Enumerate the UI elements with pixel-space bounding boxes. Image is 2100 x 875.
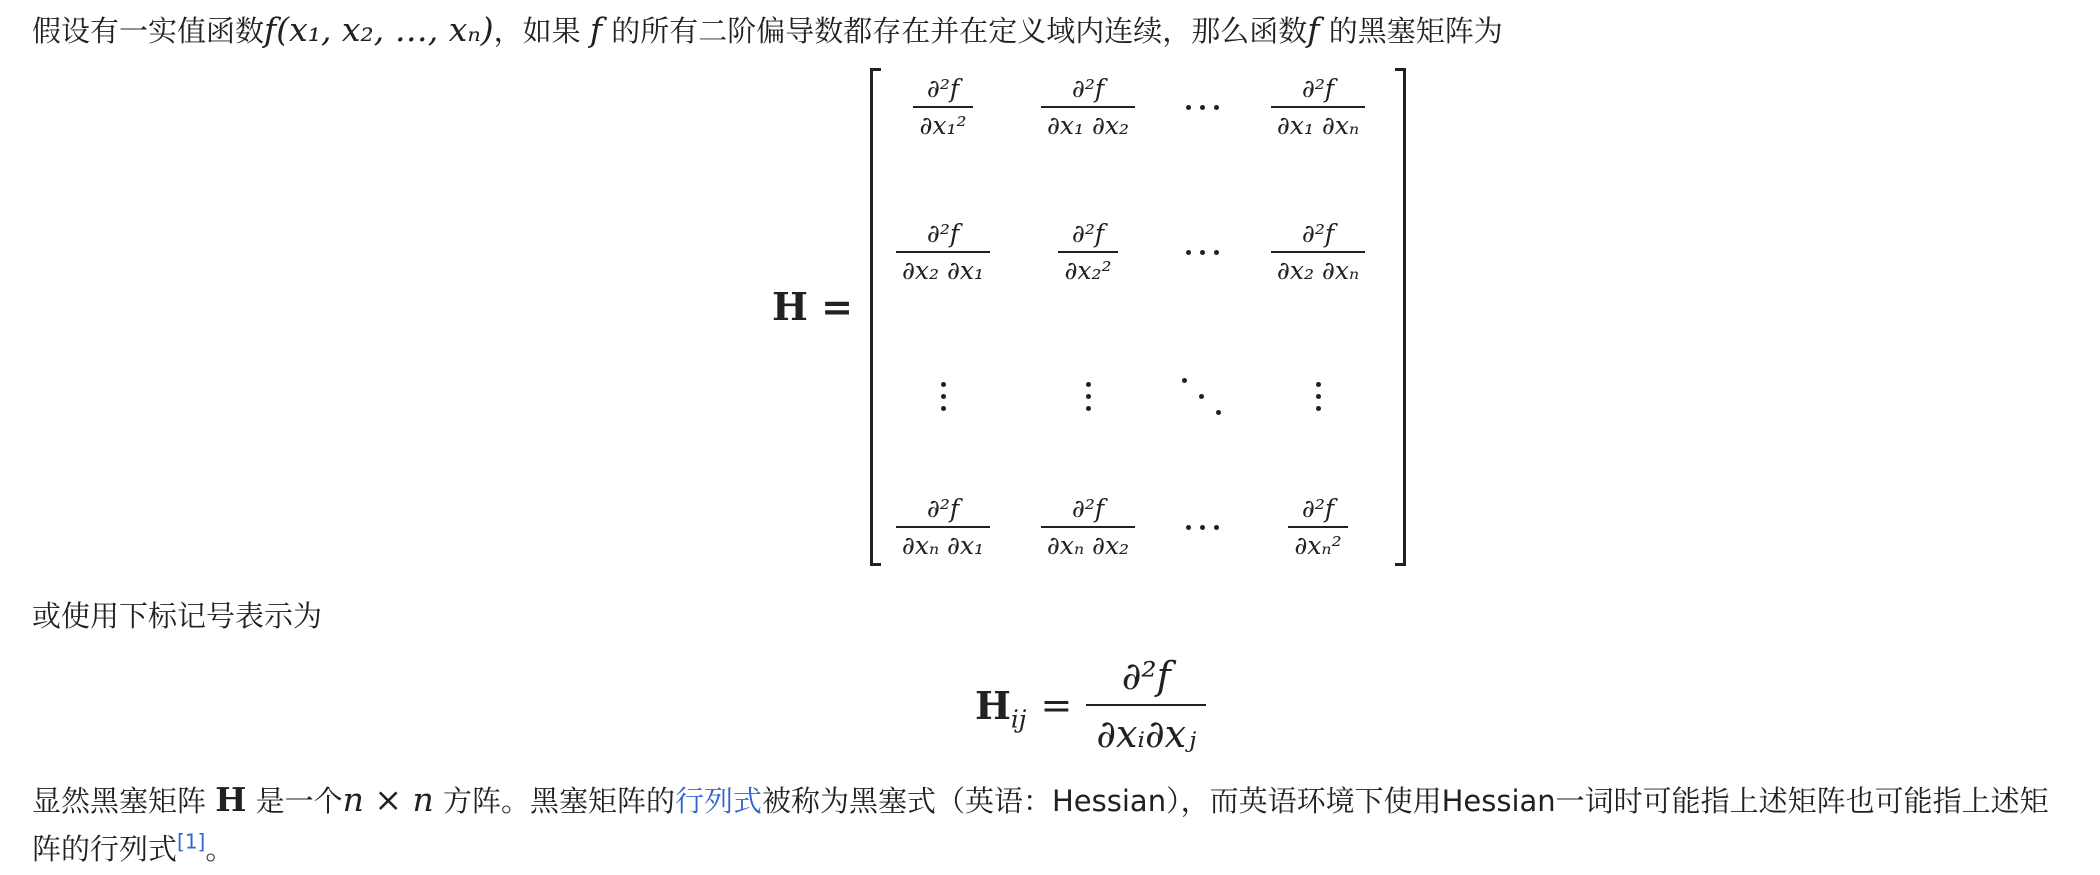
partial-fraction bbox=[896, 219, 990, 285]
partial-fraction bbox=[1058, 219, 1117, 285]
hij-numerator: ∂²f bbox=[1086, 654, 1206, 706]
partial-fraction bbox=[1288, 494, 1347, 560]
dot bbox=[1086, 406, 1091, 411]
fraction-numerator: ∂²f bbox=[1271, 74, 1365, 108]
matrix-entry bbox=[1238, 67, 1398, 147]
conclusion-t4: 被称为黑塞式（英语：Hessian），而英语环境下使用Hessian一词时可能指上述矩阵也可能指上述矩阵的行列式 bbox=[32, 784, 2049, 866]
matrix-vdots bbox=[1238, 356, 1398, 436]
fraction-numerator: ∂²f bbox=[1041, 74, 1135, 108]
function-expression: f(x₁, x₂, …, xₙ) bbox=[264, 10, 494, 49]
fraction-denominator: ∂x₁ ∂xₙ bbox=[1276, 111, 1360, 140]
vertical-ellipsis bbox=[1316, 382, 1321, 411]
dot bbox=[1200, 105, 1205, 110]
partial-fraction bbox=[1271, 219, 1365, 285]
dot bbox=[1200, 250, 1205, 255]
fraction-numerator: ∂²f bbox=[1058, 219, 1117, 253]
dot bbox=[1199, 394, 1204, 399]
hij-formula bbox=[975, 650, 1206, 760]
dot bbox=[1182, 378, 1187, 383]
intro-paragraph bbox=[32, 6, 2068, 55]
function-f: f bbox=[1307, 10, 1320, 49]
horizontal-ellipsis bbox=[1186, 250, 1219, 255]
fraction-denominator: ∂xₙ² bbox=[1294, 531, 1342, 560]
hij-denominator: ∂xᵢ∂xⱼ bbox=[1096, 712, 1197, 756]
matrix-entry bbox=[1238, 212, 1398, 292]
matrix-entry bbox=[863, 67, 1023, 147]
hij-equals: = bbox=[1040, 683, 1073, 727]
subscript-notation-paragraph bbox=[32, 592, 2068, 640]
dot bbox=[1316, 406, 1321, 411]
dot bbox=[1200, 525, 1205, 530]
dot bbox=[941, 406, 946, 411]
dot bbox=[1186, 105, 1191, 110]
conclusion-t3: 方阵。黑塞矩阵的 bbox=[433, 784, 675, 818]
horizontal-ellipsis bbox=[1186, 525, 1219, 530]
hij-lhs-sub: ij bbox=[1010, 704, 1027, 734]
conclusion-t5: 。 bbox=[205, 832, 235, 866]
conclusion-paragraph bbox=[32, 776, 2068, 873]
matrix-lhs bbox=[772, 284, 853, 329]
partial-fraction bbox=[1271, 74, 1365, 140]
fraction-denominator: ∂x₁² bbox=[919, 111, 967, 140]
intro-mid2: 的所有二阶偏导数都存在并在定义域内连续，那么函数 bbox=[602, 14, 1308, 48]
dot bbox=[941, 394, 946, 399]
fraction-denominator: ∂xₙ ∂x₁ bbox=[901, 531, 985, 560]
dot bbox=[1214, 525, 1219, 530]
hij-lhs-base: H bbox=[975, 682, 1011, 728]
fraction-numerator: ∂²f bbox=[896, 494, 990, 528]
intro-suffix: 的黑塞矩阵为 bbox=[1319, 14, 1503, 48]
dot bbox=[1216, 410, 1221, 415]
fraction-denominator: ∂x₂ ∂x₁ bbox=[901, 256, 985, 285]
fraction-numerator: ∂²f bbox=[1041, 494, 1135, 528]
hij-fraction bbox=[1086, 654, 1206, 756]
subscript-notation-text: 或使用下标记号表示为 bbox=[32, 599, 323, 633]
dot bbox=[941, 382, 946, 387]
horizontal-ellipsis bbox=[1186, 105, 1219, 110]
dot bbox=[1186, 250, 1191, 255]
fraction-denominator: ∂xₙ ∂x₂ bbox=[1046, 531, 1130, 560]
fraction-denominator: ∂x₂ ∂xₙ bbox=[1276, 256, 1360, 285]
dot bbox=[1316, 382, 1321, 387]
dot bbox=[1214, 250, 1219, 255]
dot bbox=[1316, 394, 1321, 399]
fraction-numerator: ∂²f bbox=[913, 74, 972, 108]
intro-prefix: 假设有一实值函数 bbox=[32, 14, 265, 48]
matrix-entry bbox=[863, 487, 1023, 567]
diagonal-ellipsis bbox=[1180, 374, 1224, 418]
determinant-link[interactable]: 行列式 bbox=[674, 784, 762, 818]
dot bbox=[1086, 394, 1091, 399]
dimension-nxn: n × n bbox=[342, 780, 434, 819]
partial-fraction bbox=[913, 74, 972, 140]
dot bbox=[1186, 525, 1191, 530]
intro-mid1: ，如果 bbox=[493, 14, 590, 48]
partial-fraction bbox=[1041, 74, 1135, 140]
reference-1-link[interactable]: [1] bbox=[177, 829, 206, 854]
partial-fraction bbox=[1041, 494, 1135, 560]
fraction-numerator: ∂²f bbox=[1288, 494, 1347, 528]
hij-lhs bbox=[975, 682, 1027, 734]
matrix-lhs-text: H = bbox=[772, 284, 853, 329]
fraction-denominator: ∂x₂² bbox=[1064, 256, 1112, 285]
vertical-ellipsis bbox=[941, 382, 946, 411]
dot bbox=[1214, 105, 1219, 110]
matrix-entry bbox=[863, 212, 1023, 292]
matrix-symbol-h: H bbox=[215, 780, 247, 819]
matrix-vdots bbox=[863, 356, 1023, 436]
partial-fraction bbox=[896, 494, 990, 560]
fraction-numerator: ∂²f bbox=[896, 219, 990, 253]
function-f: f bbox=[589, 10, 603, 49]
hessian-matrix-equation bbox=[770, 62, 1410, 572]
matrix-entry bbox=[1238, 487, 1398, 567]
fraction-denominator: ∂x₁ ∂x₂ bbox=[1046, 111, 1130, 140]
fraction-numerator: ∂²f bbox=[1271, 219, 1365, 253]
dot bbox=[1086, 382, 1091, 387]
conclusion-t2: 是一个 bbox=[246, 784, 343, 818]
vertical-ellipsis bbox=[1086, 382, 1091, 411]
conclusion-t1: 显然黑塞矩阵 bbox=[32, 784, 216, 818]
